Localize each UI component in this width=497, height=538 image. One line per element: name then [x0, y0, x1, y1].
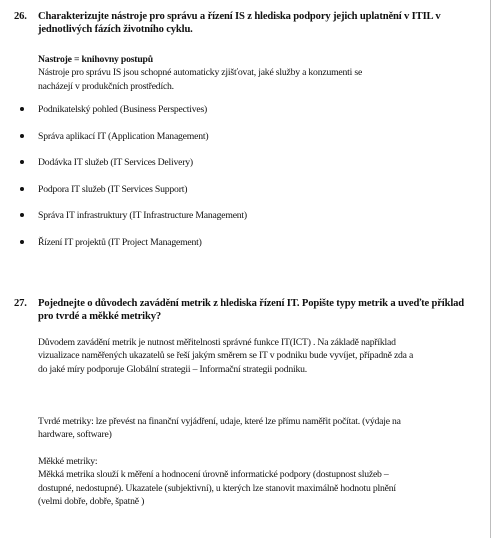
- bullet-icon: [20, 240, 24, 244]
- tools-bullet-list: [14, 103, 474, 262]
- bullet-icon: [20, 134, 24, 138]
- list-item: [14, 209, 474, 236]
- bullet-icon: [20, 107, 24, 111]
- soft-metrics-line: Měkká metrika slouží k měření a hodnocení úrovně informatické podpory (dostupnost služeb –: [38, 469, 389, 481]
- list-item-label: Řízení IT projektů (IT Project Management): [38, 236, 202, 248]
- page-edge-line: [490, 0, 491, 538]
- list-item-label: Správa IT infrastruktury (IT Infrastructure Management): [38, 210, 247, 221]
- list-item-label: Podpora IT služeb (IT Services Support): [38, 183, 188, 195]
- hard-metrics-line: Tvrdé metriky: lze převést na finanční vyjádření, udaje, které lze přímu naměřit počítat. (výdaje na: [38, 416, 401, 427]
- soft-metrics-heading: Měkké metriky:: [38, 456, 98, 467]
- list-item: [14, 103, 474, 130]
- question-text: [38, 10, 482, 36]
- list-item: [14, 156, 474, 183]
- reasons-line: do jaké míry podporuje Globální strategii – Informační strategii podniku.: [38, 363, 307, 375]
- list-item: [14, 130, 474, 157]
- soft-metrics-line: dostupné, nedostupné). Ukazatele (subjektivní), u kterých lze stanovit maximálně hodnotu plnění: [38, 482, 396, 494]
- soft-metrics-line: (velmi dobře, dobře, špatně ): [38, 496, 145, 508]
- question-27: [14, 297, 484, 323]
- list-item: [14, 183, 474, 210]
- list-item: [14, 236, 474, 263]
- tools-line: nacházejí v produkčních prostředích.: [38, 80, 174, 92]
- reasons-paragraph: [38, 336, 486, 376]
- list-item-label: Podnikatelský pohled (Business Perspectives): [38, 104, 208, 115]
- soft-metrics-paragraph: [38, 455, 486, 509]
- question-text: [38, 297, 482, 323]
- bullet-icon: [20, 187, 24, 191]
- tools-line: Nástroje pro správu IS jsou schopné automaticky zjišťovat, jaké služby a konzumenti se: [38, 67, 363, 79]
- reasons-line: Důvodem zavádění metrik je nutnost měřitelnosti správné funkce IT(ICT) . Na základě například: [38, 337, 396, 348]
- question-number: 26.: [14, 11, 27, 22]
- question-line: Pojednejte o důvodech zavádění metrik z hlediska řízení IT. Popište typy metrik a uveďte příklad: [38, 298, 465, 309]
- bullet-icon: [20, 213, 24, 217]
- question-number: 27.: [14, 298, 27, 309]
- question-line: Charakterizujte nástroje pro správu a řízení IS z hlediska podpory jejich uplatnění v ITIL v: [38, 11, 441, 22]
- reasons-line: vizualizace naměřených ukazatelů se řeší jakým směrem se IT v podniku bude vyvíjet, případně zda a: [38, 350, 414, 362]
- question-line: pro tvrdé a měkké metriky?: [38, 311, 162, 322]
- tools-section: [38, 53, 486, 93]
- hard-metrics-line: hardware, software): [38, 429, 112, 441]
- list-item-label: Dodávka IT služeb (IT Services Delivery): [38, 157, 193, 168]
- list-item-label: Správa aplikací IT (Application Management): [38, 130, 209, 142]
- hard-metrics-paragraph: [38, 415, 486, 442]
- question-26: [14, 10, 484, 36]
- question-line: jednotlivých fázích životního cyklu.: [38, 24, 193, 35]
- bullet-icon: [20, 160, 24, 164]
- tools-heading: Nastroje = knihovny postupů: [38, 54, 153, 65]
